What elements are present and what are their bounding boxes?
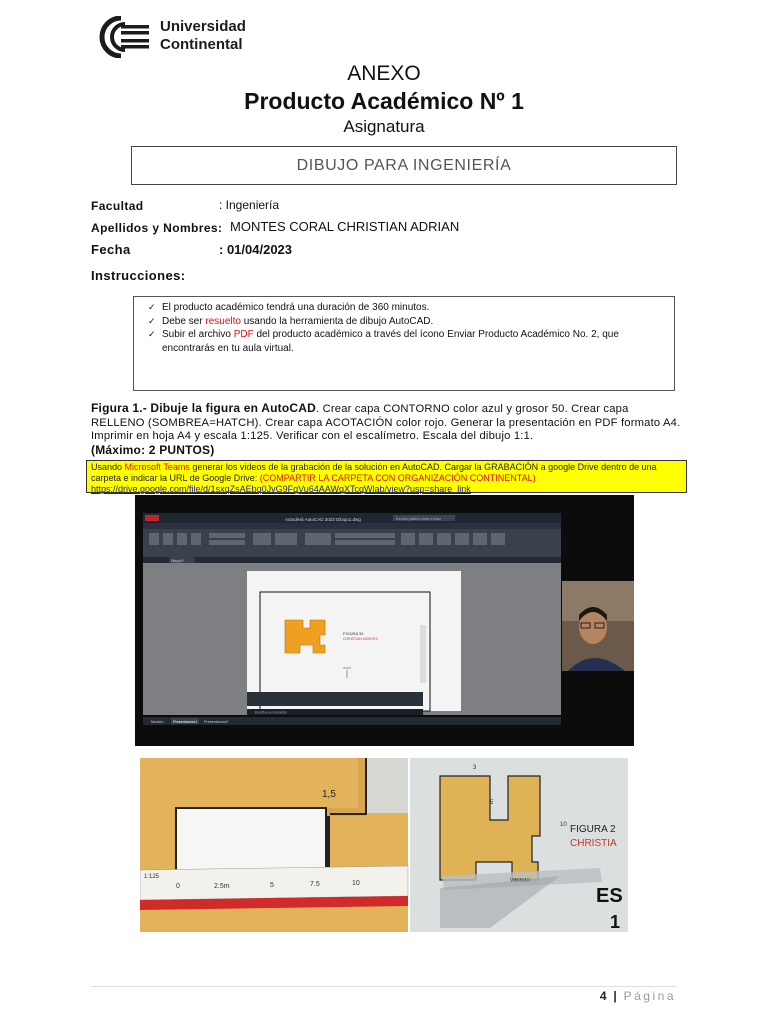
checkmark-icon: ✓ [148, 315, 156, 326]
photo-figure-name: CHRISTIA [570, 838, 617, 849]
page-word: Página [623, 989, 676, 1003]
ruler-tick: 0 [176, 883, 180, 890]
instructions-box [133, 296, 675, 391]
annex-title: ANEXO [347, 62, 421, 85]
course-name-box [131, 146, 677, 185]
footer-separator: | [613, 989, 618, 1003]
drawing-figure-label: FIGURA 30 [343, 631, 364, 636]
layout1-tab[interactable]: Presentación1 [173, 720, 198, 724]
autocad-screenshot [135, 495, 634, 746]
date-label: Fecha [91, 242, 131, 257]
scale-verification-photos [140, 758, 628, 932]
autocad-file-tab[interactable]: Dibujo1* [171, 559, 185, 563]
ruler-tick: 5 [270, 882, 274, 889]
instruction-item: ✓ El producto académico tendrá una duración de 360 minutos. [148, 302, 430, 313]
photo-figure-title: FIGURA 2 [570, 824, 616, 835]
footer-divider [91, 986, 676, 987]
figure-description [91, 402, 681, 458]
product-title: Producto Académico Nº 1 [244, 88, 524, 114]
figure-label: Figura 1.- [91, 401, 148, 415]
page-number: 4 [599, 989, 608, 1003]
layout2-tab[interactable]: Presentación2 [204, 720, 229, 724]
ruler-tick: 7.5 [310, 881, 320, 888]
photo-dim-label: 10 [560, 822, 567, 828]
drawing-figure-name: CHRISTIAN MONTES [343, 637, 378, 641]
checkmark-icon: ✓ [148, 329, 156, 339]
model-tab[interactable]: Modelo [151, 720, 164, 724]
logo-line-1: Universidad [160, 18, 246, 35]
ruler-scale-label: 1:125 [144, 874, 160, 880]
ruler-tick: 10 [352, 880, 360, 887]
photo-dim-label: 3 [473, 765, 477, 771]
name-label: Apellidos y Nombres: [91, 221, 223, 235]
course-name: DIBUJO PARA INGENIERÍA [296, 156, 512, 174]
university-logo-icon [91, 16, 151, 58]
logo-line-2: Continental [160, 36, 243, 53]
faculty-label: Facultad [91, 199, 144, 213]
instruction-item: ✓ Subir el archivo PDF del producto académico a través del ícono Enviar Producto Académico No. 2, que encontrarás en tu aula virtual. [148, 329, 619, 354]
photos-illustration [140, 758, 628, 932]
autocad-window [135, 495, 634, 746]
instructions-label: Instrucciones: [91, 268, 186, 283]
faculty-value: : Ingeniería [219, 198, 280, 212]
autocad-search[interactable]: Escriba palabra clave o frase [396, 517, 442, 521]
command-input[interactable]: Escriba un comando [255, 710, 287, 715]
page-footer [556, 989, 676, 1003]
autocad-title: Autodesk AutoCAD 2023 Dibujo1.dwg [285, 517, 361, 522]
photo-one-text: 1 [610, 912, 621, 932]
figure-bold-text: Dibuje la figura en AutoCAD [150, 401, 316, 415]
figure-max-points: (Máximo: 2 PUNTOS) [91, 442, 215, 457]
ruler-tick: 2.5m [214, 883, 230, 890]
university-name [160, 18, 246, 54]
photo-dim-label: 5 [490, 800, 494, 806]
date-value: : 01/04/2023 [219, 242, 293, 257]
name-value: MONTES CORAL CHRISTIAN ADRIAN [230, 219, 460, 234]
instruction-item: ✓ Debe ser resuelto usando la herramienta de dibujo AutoCAD. [148, 315, 434, 327]
photo-dim-label: 1,5 [322, 789, 336, 800]
photo-es-text: ES [596, 885, 623, 907]
recording-note: Usando Microsoft Teams generar los videos de la grabación de la solución en AutoCAD. Cargar la GRABACIÓN a google Drive dentro de una carpeta e indicar la URL de Google Drive: (COMPARTIR LA CARPETA CON ORGANIZACIÓN CONTINENTAL) https://drive.google.com/file/d/1sxqZsAEbq0JvG9FqVu64AAWqXTcqWlab/view?usp=share_link [86, 460, 687, 493]
drive-link[interactable]: https://drive.google.com/file/d/1sxqZsAEbq0JvG9FqVu64AAWqXTcqWlab/view?usp=share_link [91, 484, 471, 494]
figure-body: . Crear capa CONTORNO color azul y grosor 50. Crear capa RELLENO (SOMBREA=HATCH). Crear capa ACOTACIÓN color rojo. Generar la presentación en PDF formato A4. Imprimir en hoja A4 y escala 1:125. Verificar con el escalímetro. Escala del dibujo 1:1. [91, 403, 681, 442]
checkmark-icon: ✓ [148, 302, 156, 312]
subject-label: Asignatura [343, 117, 425, 136]
teams-text: Microsoft Teams [124, 462, 190, 472]
